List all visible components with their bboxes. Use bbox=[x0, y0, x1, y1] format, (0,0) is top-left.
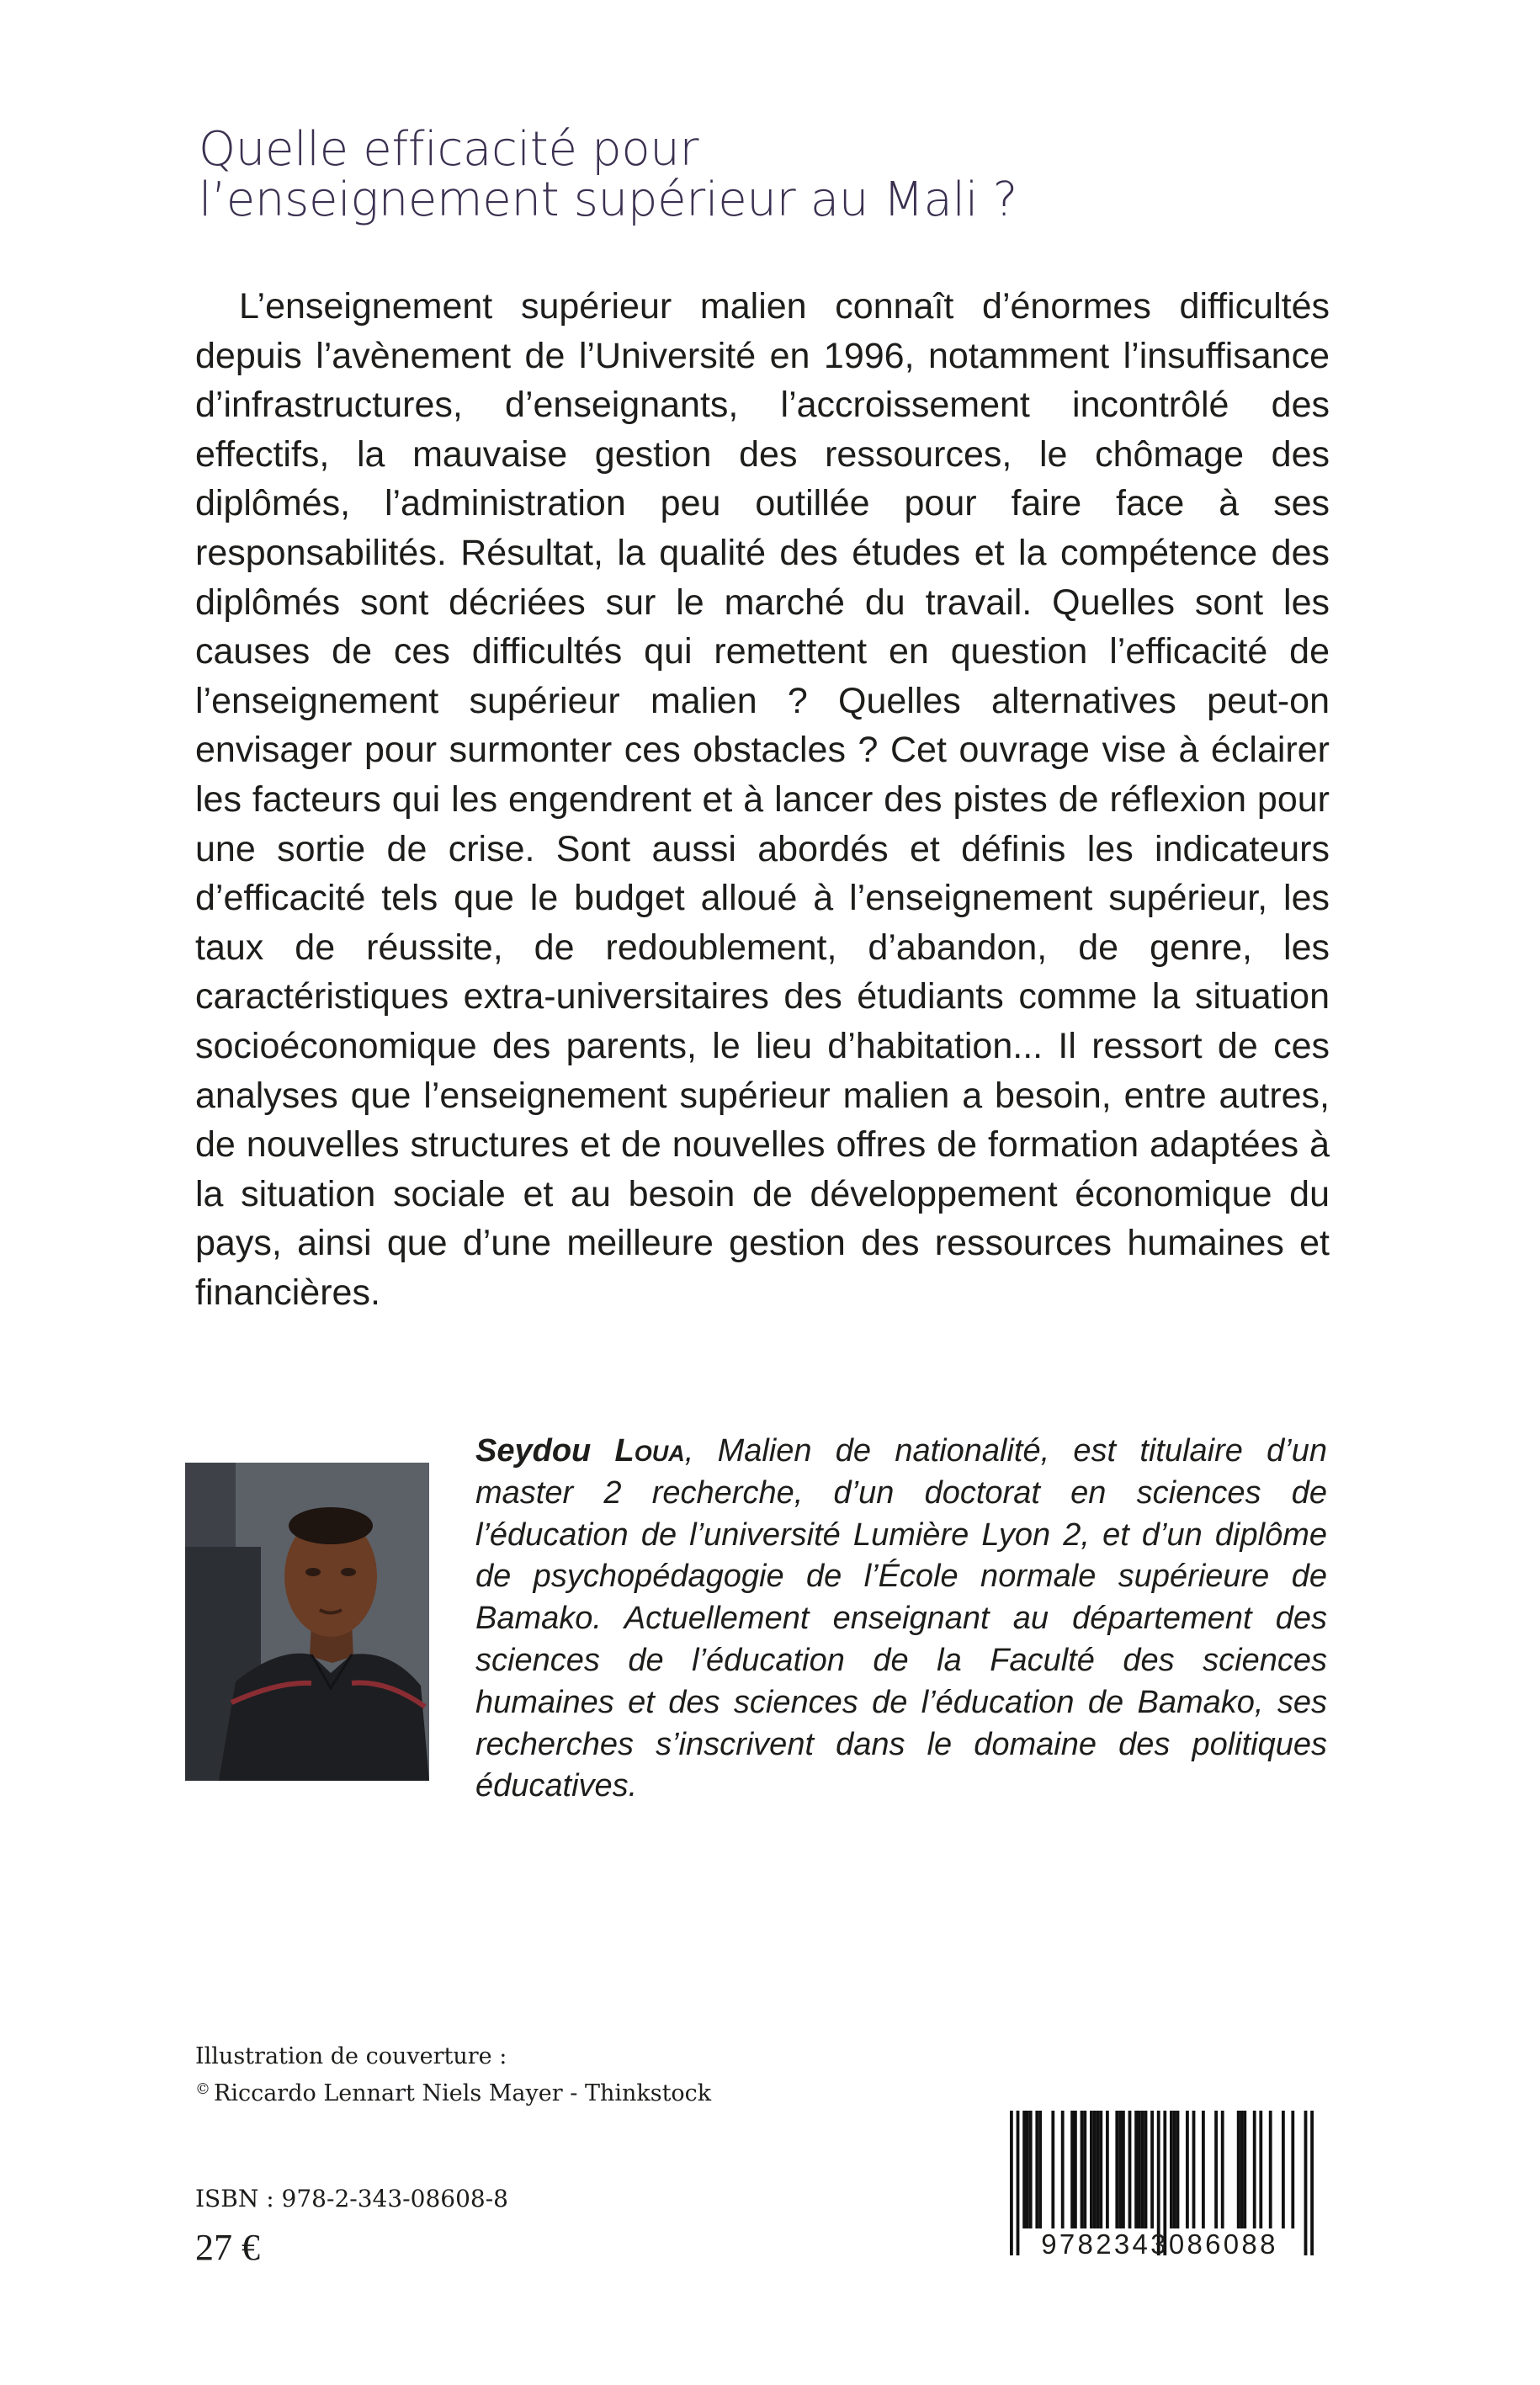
barcode-bar bbox=[1138, 2111, 1141, 2228]
barcode-bar bbox=[1115, 2111, 1118, 2228]
barcode-bar bbox=[1097, 2111, 1100, 2228]
book-title bbox=[199, 121, 1377, 227]
barcode-bar bbox=[1144, 2111, 1148, 2228]
barcode-bar bbox=[1176, 2111, 1180, 2228]
barcode-bar bbox=[1186, 2111, 1189, 2228]
barcode-bar bbox=[1221, 2111, 1224, 2228]
barcode-bar bbox=[1083, 2111, 1086, 2228]
credit-line-2 bbox=[195, 2073, 868, 2110]
barcode-bar bbox=[1141, 2111, 1144, 2228]
barcode-bar bbox=[1090, 2111, 1093, 2228]
barcode-bar bbox=[1134, 2111, 1138, 2228]
barcode-bar bbox=[1237, 2111, 1240, 2228]
barcode-bar bbox=[1170, 2111, 1173, 2228]
barcode-bar bbox=[1051, 2111, 1054, 2228]
barcode-bar bbox=[1081, 2111, 1084, 2228]
author-name bbox=[475, 1433, 685, 1469]
barcode-bar bbox=[1122, 2111, 1125, 2228]
author-bio-text: , Malien de nationalité, est titulaire d’un master 2 recherche, d’un doctorat en sciences de l’éducation de l’université Lumière Lyon 2, et d’un diplôme de psychopédagogie de l’École normale supérieure de Bamako. Actuellement enseignant au département des sciences de l’éducation de la Faculté des sciences humaines et des sciences de l’éducation de Bamako, ses recherches s’inscrivent dans le domaine des politiques éducatives. bbox=[475, 1433, 1327, 1804]
author-bio bbox=[475, 1431, 1327, 1808]
barcode-bar bbox=[1106, 2111, 1109, 2228]
barcode-bar bbox=[1282, 2111, 1285, 2228]
barcode-bar bbox=[1243, 2111, 1246, 2228]
barcode-bar bbox=[1099, 2111, 1102, 2228]
barcode-bar bbox=[1253, 2111, 1256, 2228]
barcode-bar bbox=[1214, 2111, 1218, 2228]
credit-line-1: Illustration de couverture : bbox=[195, 2043, 507, 2069]
barcode-bar bbox=[1118, 2111, 1122, 2228]
barcode-bar bbox=[1291, 2111, 1294, 2228]
book-summary: L’enseignement supérieur malien connaît d’énormes difficultés depuis l’avènement de l’Université en 1996, notamment l’insuffisance d’infrastructures, d’enseignants, l’accroissement incontrôlé des effectifs, la mauvaise gestion des ressources, le chômage des diplômés, l’administration peu outillée pour faire face à ses responsabilités. Résultat, la qualité des études et la compétence des diplômés sont décriées sur le marché du travail. Quelles sont les causes de ces difficultés qui remettent en question l’efficacité de l’enseignement supérieur malien ? Quelles alternatives peut-on envisager pour surmonter ces obstacles ? Cet ouvrage vise à éclairer les facteurs qui les engendrent et à lancer des pistes de réflexion pour une sortie de crise. Sont aussi abordés et définis les indicateurs d’efficacité tels que le budget alloué à l’enseignement supérieur, les taux de réussite, de redoublement, d’abandon, de genre, les caractéristiques extra-universitaires des étudiants comme la situation socioéconomique des parents, le lieu d’habitation... Il ressort de ces analyses que l’enseignement supérieur malien a besoin, entre autres, de nouvelles structures et de nouvelles offres de formation adaptées à la situation sociale et au besoin de développement économique du pays, ainsi que d’une meilleure gestion des ressources humaines et financières. bbox=[195, 286, 1330, 1313]
barcode-bar bbox=[1202, 2111, 1205, 2228]
barcode-bar bbox=[1150, 2111, 1154, 2228]
barcode-bar bbox=[1022, 2111, 1026, 2228]
barcode-bar bbox=[1173, 2111, 1176, 2228]
barcode-bar bbox=[1038, 2111, 1042, 2228]
barcode-bar bbox=[1240, 2111, 1244, 2228]
author-photo bbox=[185, 1463, 429, 1781]
cover-credit bbox=[195, 2040, 868, 2110]
title-line-1: Quelle efficacité pour bbox=[199, 121, 699, 177]
author-last-name: Loua bbox=[614, 1433, 685, 1469]
barcode-bar bbox=[1026, 2111, 1029, 2228]
title-line-2: l’enseignement supérieur au Mali ? bbox=[199, 172, 1017, 227]
author-first-name: Seydou bbox=[475, 1433, 592, 1469]
barcode-bar bbox=[1128, 2111, 1132, 2228]
barcode-bar bbox=[1269, 2111, 1272, 2228]
barcode-bar bbox=[1070, 2111, 1074, 2228]
price: 27 € bbox=[195, 2227, 260, 2268]
barcode-number: 9782343086088 bbox=[1041, 2228, 1278, 2260]
barcode-bar bbox=[1259, 2111, 1262, 2228]
barcode-bar bbox=[1192, 2111, 1196, 2228]
barcode-bar bbox=[1035, 2111, 1038, 2228]
isbn: ISBN : 978-2-343-08608-8 bbox=[195, 2185, 508, 2212]
barcode-bar bbox=[1029, 2111, 1033, 2228]
barcode-bar bbox=[1093, 2111, 1097, 2228]
credit-name: Riccardo Lennart Niels Mayer - Thinkstock bbox=[214, 2080, 712, 2106]
barcode-bar bbox=[1074, 2111, 1077, 2228]
barcode-bar bbox=[1061, 2111, 1065, 2228]
copyright-symbol: © bbox=[195, 2080, 210, 2098]
